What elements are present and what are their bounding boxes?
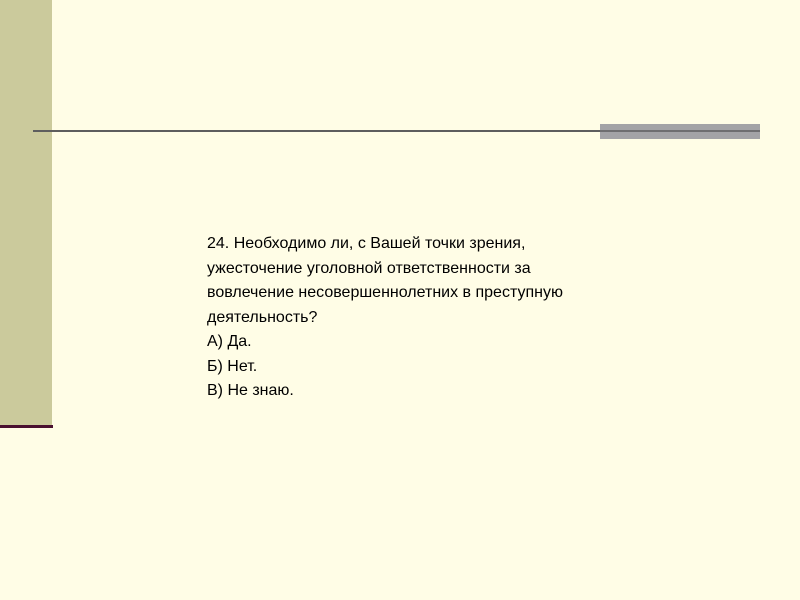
question-line-4: деятельность? (207, 308, 318, 326)
divider-accent-line (600, 130, 760, 132)
option-c: В) Не знаю. (207, 382, 294, 399)
option-a: А) Да. (207, 333, 252, 350)
option-b: Б) Нет. (207, 357, 258, 375)
slide-content (207, 232, 687, 404)
question-line-2: ужесточение уголовной ответственности за (207, 259, 531, 277)
left-bar-bottom-border (0, 425, 53, 428)
question-line-1: 24. Необходимо ли, с Вашей точки зрения, (207, 235, 526, 252)
left-decorative-bar (0, 0, 52, 426)
question-line-3: вовлечение несовершеннолетних в преступную (207, 284, 563, 301)
